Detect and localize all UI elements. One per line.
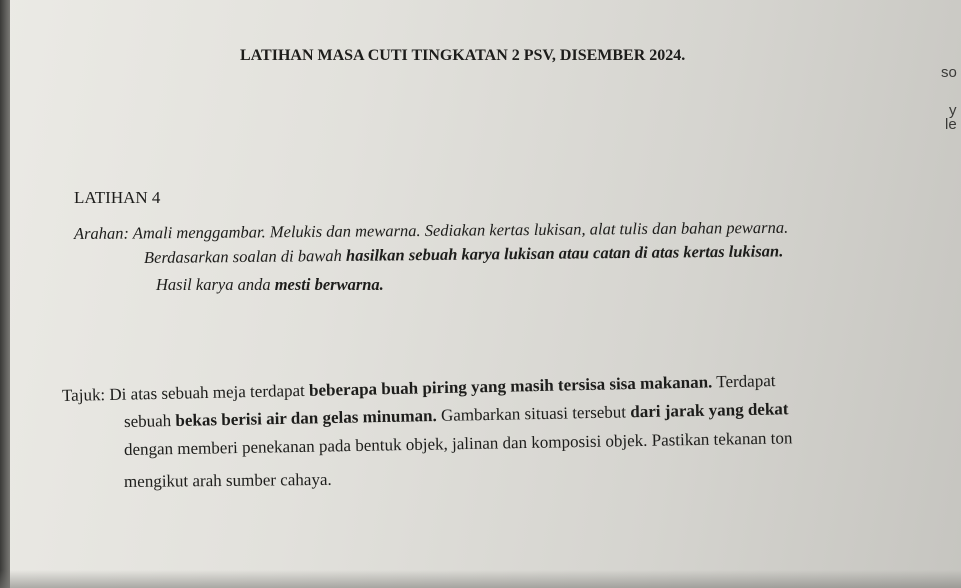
instruction-line-1: Arahan: Amali menggambar. Melukis dan mewarna. Sediakan kertas lukisan, alat tulis dan bahan pewarna. [73,217,789,243]
instruction-text: Hasil karya anda [156,275,275,294]
topic-text: Gambarkan situasi tersebut [436,402,631,425]
topic-text: sebuah [123,411,176,431]
margin-fragment: le [945,116,957,133]
topic-line-4: mengikut arah sumber cahaya. [123,469,332,491]
instruction-text: Berdasarkan soalan di bawah [143,245,347,267]
instruction-line-3 [156,275,384,295]
margin-fragment: y [949,102,957,119]
page-edge-shadow [0,0,10,588]
topic-emphasis: beberapa buah piring yang masih tersisa sisa makanan. [308,372,713,400]
topic-text: Terdapat [712,371,776,392]
section-heading: LATIHAN 4 [74,188,161,207]
topic-emphasis: dari jarak yang dekat [630,399,789,422]
instruction-emphasis: hasilkan sebuah karya lukisan atau catan di atas kertas lukisan. [345,241,784,265]
document-title: LATIHAN MASA CUTI TINGKATAN 2 PSV, DISEMBER 2024. [240,47,686,64]
margin-fragment: so [941,64,957,81]
instruction-emphasis: mesti berwarna. [274,275,384,294]
bottom-shadow [0,570,961,588]
topic-emphasis: bekas berisi air dan gelas minuman. [175,405,437,431]
topic-line-3: dengan memberi penekanan pada bentuk objek, jalinan dan komposisi objek. Pastikan tekanan ton [123,428,793,459]
topic-text: Tajuk: Di atas sebuah meja terdapat [61,380,310,405]
